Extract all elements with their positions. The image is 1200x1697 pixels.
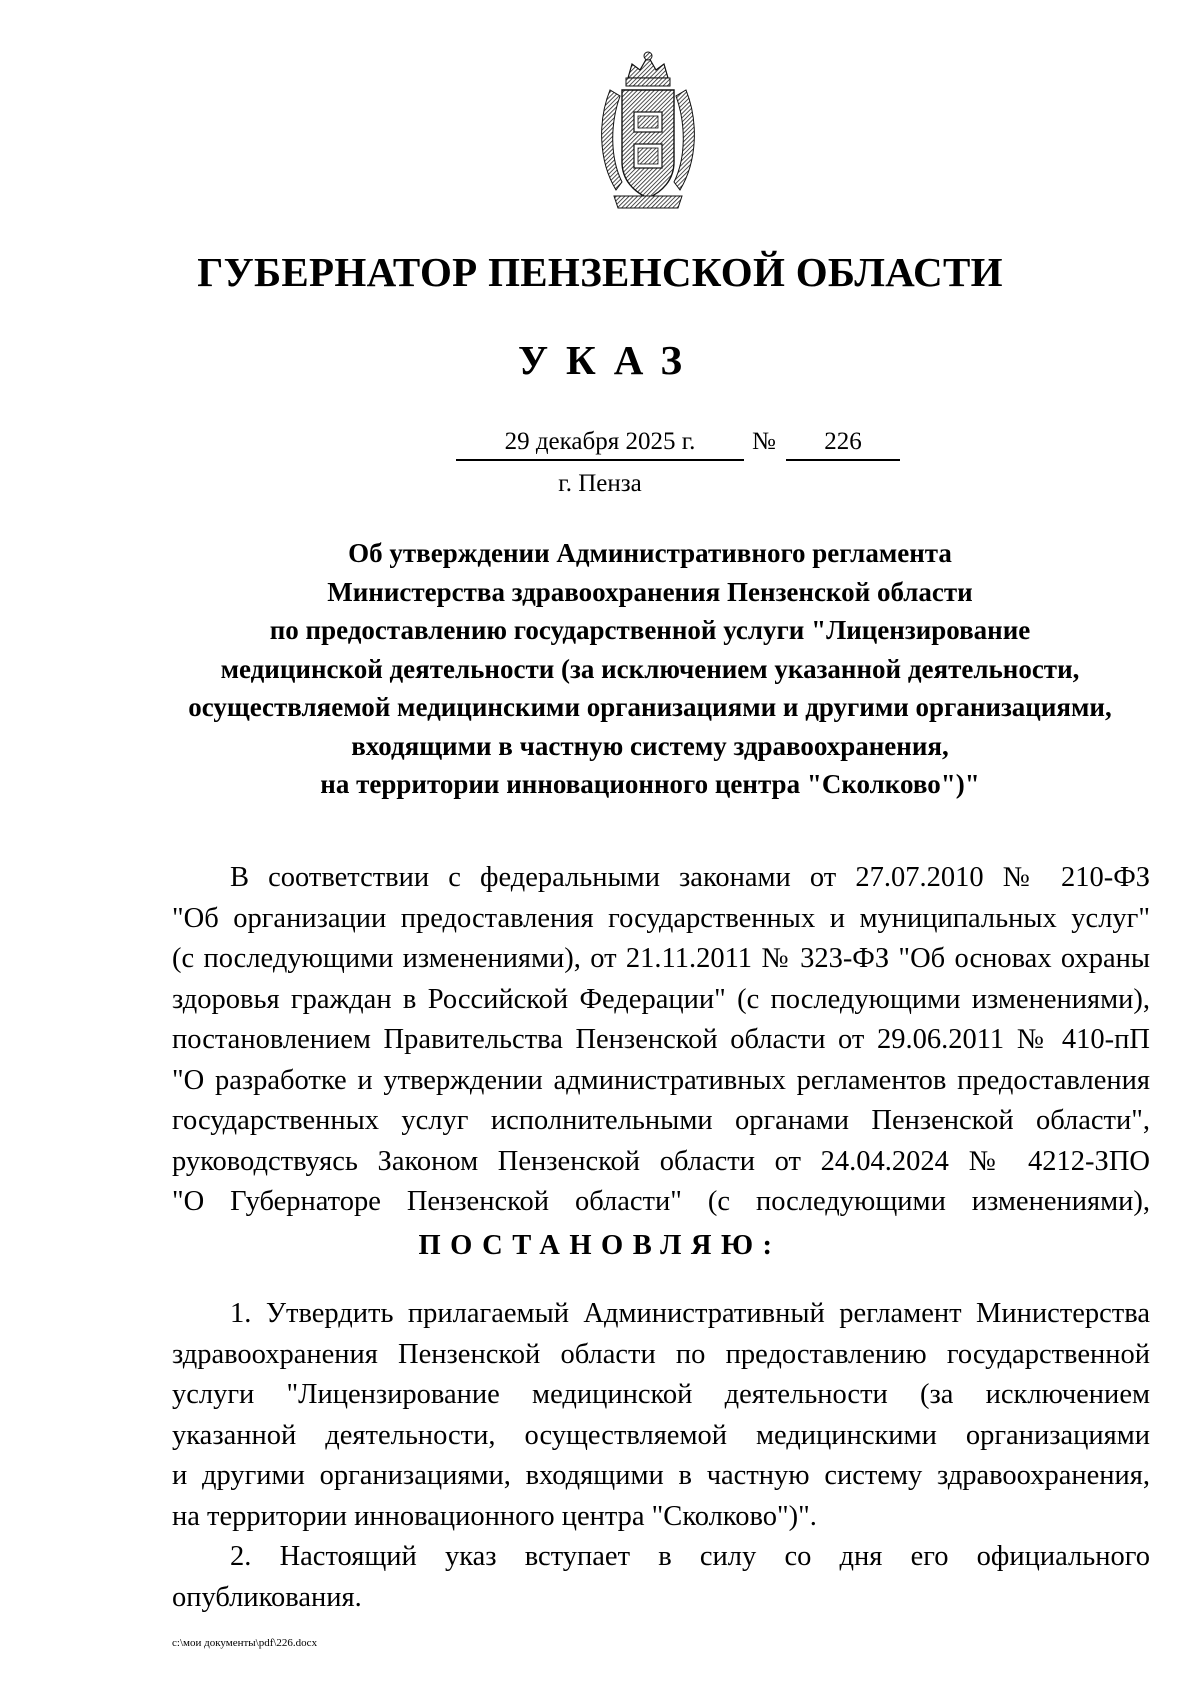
item-2-line: 2. Настоящий указ вступает в силу со дня его официального bbox=[230, 1541, 1150, 1572]
preamble-line: В соответствии с федеральными законами от 27.07.2010 № 210-ФЗ bbox=[230, 862, 1150, 893]
title-line: входящими в частную систему здравоохранения, bbox=[351, 730, 949, 761]
title-line: осуществляемой медицинскими организациями и другими организациями, bbox=[188, 692, 1112, 722]
decree-items bbox=[172, 1294, 1150, 1618]
item-1-line: 1. Утвердить прилагаемый Административный регламент Министерства bbox=[230, 1298, 1150, 1329]
document-city: г. Пенза bbox=[558, 470, 642, 497]
title-line: медицинской деятельности (за исключением указанной деятельности, bbox=[220, 653, 1080, 684]
item-2-line: опубликования. bbox=[172, 1581, 362, 1613]
resolve-heading: ПОСТАНОВЛЯЮ: bbox=[418, 1230, 782, 1261]
item-1-line: на территории инновационного центра "Сколково")". bbox=[172, 1500, 817, 1532]
title-line: Министерства здравоохранения Пензенской области bbox=[327, 576, 973, 607]
document-date: 29 декабря 2025 г. bbox=[456, 425, 744, 461]
item-1-line: указанной деятельности, осуществляемой медицинскими организациями bbox=[172, 1419, 1150, 1451]
preamble-line: "Об организации предоставления государственных и муниципальных услуг" bbox=[172, 902, 1150, 934]
coat-of-arms-icon bbox=[588, 50, 708, 212]
number-sign: № bbox=[752, 428, 776, 455]
item-1-line: услуги "Лицензирование медицинской деятельности (за исключением bbox=[172, 1379, 1150, 1410]
preamble-line: "О Губернаторе Пензенской области" (с последующими изменениями), bbox=[172, 1186, 1150, 1217]
document-number: 226 bbox=[786, 425, 900, 461]
preamble-line: руководствуясь Законом Пензенской области от 24.04.2024 № 4212-ЗПО bbox=[172, 1145, 1150, 1177]
preamble-line: постановлением Правительства Пензенской области от 29.06.2011 № 410-пП bbox=[172, 1024, 1150, 1055]
preamble-line: здоровья граждан в Российской Федерации" (с последующими изменениями), bbox=[172, 983, 1150, 1015]
preamble-line: (с последующими изменениями), от 21.11.2011 № 323-ФЗ "Об основах охраны bbox=[172, 943, 1150, 974]
preamble-line: государственных услуг исполнительными органами Пензенской области", bbox=[172, 1105, 1150, 1136]
document-title bbox=[150, 534, 1150, 804]
document-type: УКАЗ bbox=[517, 337, 701, 383]
preamble-paragraph bbox=[172, 858, 1150, 1223]
preamble-line: "О разработке и утверждении административных регламентов предоставления bbox=[172, 1064, 1150, 1096]
item-1-line: и другими организациями, входящими в частную систему здравоохранения, bbox=[172, 1460, 1150, 1491]
item-1-line: здравоохранения Пензенской области по предоставлению государственной bbox=[172, 1338, 1150, 1370]
title-line: по предоставлению государственной услуги "Лицензирование bbox=[269, 615, 1031, 645]
issuing-authority: ГУБЕРНАТОР ПЕНЗЕНСКОЙ ОБЛАСТИ bbox=[197, 249, 1003, 295]
title-line: на территории инновационного центра "Сколково")" bbox=[320, 769, 980, 799]
title-line: Об утверждении Административного регламента bbox=[348, 538, 952, 568]
file-path-footer: c:\мои документы\pdf\226.docx bbox=[172, 1637, 318, 1649]
